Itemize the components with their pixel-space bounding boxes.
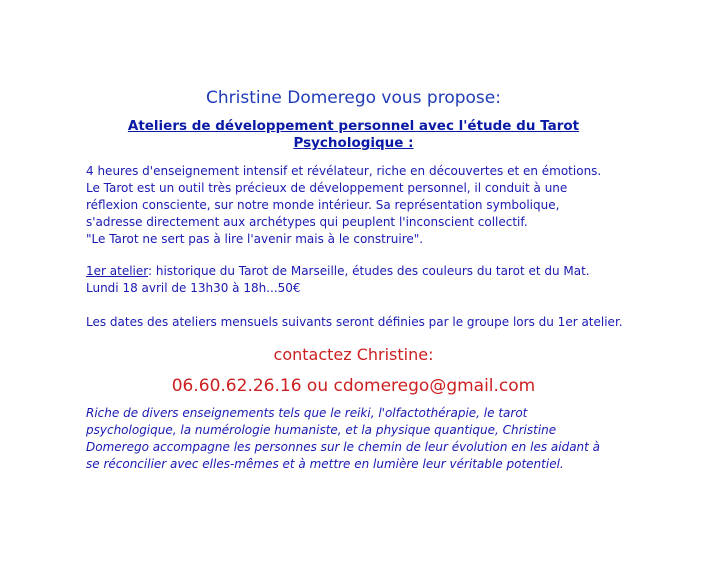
contact-details: 06.60.62.26.16 ou cdomerego@gmail.com (171, 376, 536, 396)
first-workshop-description: : historique du Tarot de Marseille, études des couleurs du tarot et du Mat. (147, 264, 590, 278)
bio-line: Riche de divers enseignements tels que le reiki, l'olfactothérapie, le tarot (86, 406, 528, 420)
dates-note-text: Les dates des ateliers mensuels suivants seront définies par le groupe lors du 1er atelier. (86, 315, 623, 329)
first-workshop-label: 1er atelier (86, 264, 148, 278)
workshop-title-line-1: Ateliers de développement personnel avec l'étude du Tarot (127, 118, 580, 134)
first-workshop-schedule: Lundi 18 avril de 13h30 à 18h...50€ (86, 281, 301, 295)
bio-line: se réconcilier avec elles-mêmes et à mettre en lumière leur véritable potentiel. (86, 457, 564, 471)
workshop-title (0, 118, 707, 152)
dates-note (86, 314, 646, 331)
intro-line: 4 heures d'enseignement intensif et révélateur, riche en découvertes et en émotions. (86, 164, 602, 178)
intro-line: s'adresse directement aux archétypes qui peuplent l'inconscient collectif. (86, 215, 528, 229)
first-workshop-description-line (86, 263, 646, 280)
intro-paragraph (86, 163, 646, 248)
intro-line: Le Tarot est un outil très précieux de développement personnel, il conduit à une (86, 181, 568, 195)
bio-line: psychologique, la numérologie humaniste, et la physique quantique, Christine (86, 423, 557, 437)
bio-paragraph (86, 405, 646, 473)
first-workshop-info (86, 263, 646, 297)
bio-line: Domerego accompagne les personnes sur le chemin de leur évolution en les aidant à (86, 440, 601, 454)
contact-heading: contactez Christine: (273, 345, 434, 364)
intro-line: réflexion consciente, sur notre monde intérieur. Sa représentation symbolique, (86, 198, 560, 212)
page-heading: Christine Domerego vous propose: (206, 88, 501, 108)
intro-line: "Le Tarot ne sert pas à lire l'avenir mais à le construire". (86, 232, 424, 246)
workshop-title-line-2: Psychologique : (293, 135, 414, 151)
